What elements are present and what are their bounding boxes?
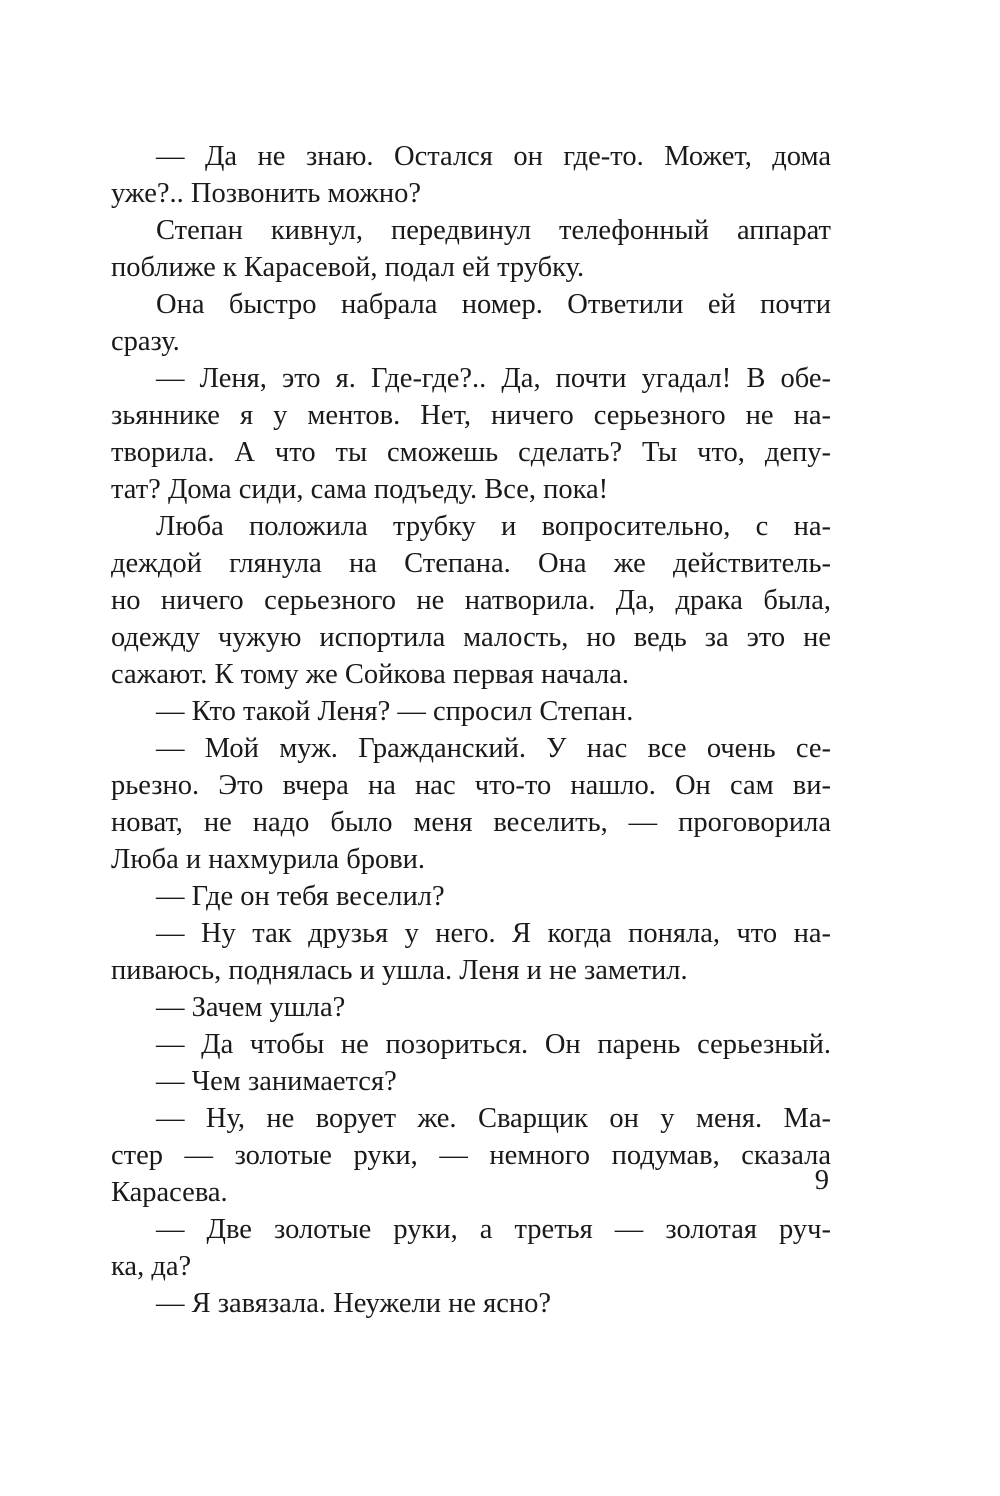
text-line: рьезно. Это вчера на нас что-то нашло. Он сам ви- — [111, 770, 831, 801]
text-line: — Да чтобы не позориться. Он парень серьезный. — [156, 1029, 831, 1060]
text-line: пиваюсь, поднялась и ушла. Леня и не заметил. — [111, 955, 688, 986]
text-line: — Две золотые руки, а третья — золотая руч- — [156, 1214, 831, 1245]
page-number: 9 — [814, 1165, 829, 1196]
text-line: — Да не знаю. Остался он где-то. Может, дома — [156, 141, 831, 172]
text-line: зьяннике я у ментов. Нет, ничего серьезного не на- — [111, 400, 831, 431]
text-line: одежду чужую испортила малость, но ведь за это не — [111, 622, 831, 653]
text-line: — Ну так друзья у него. Я когда поняла, что на- — [156, 918, 831, 949]
text-line: — Ну, не ворует же. Сварщик он у меня. Ма- — [156, 1103, 831, 1134]
text-line: — Мой муж. Гражданский. У нас все очень се- — [156, 733, 831, 764]
text-line: стер — золотые руки, — немного подумав, сказала — [111, 1140, 831, 1171]
text-line: ка, да? — [111, 1251, 192, 1282]
text-line: Люба и нахмурила брови. — [111, 844, 426, 875]
text-line: — Зачем ушла? — [156, 992, 346, 1023]
text-line: сажают. К тому же Сойкова первая начала. — [111, 659, 630, 690]
text-line: поближе к Карасевой, подал ей трубку. — [111, 252, 585, 283]
text-line: новат, не надо было меня веселить, — проговорила — [111, 807, 831, 838]
text-line: Она быстро набрала номер. Ответили ей почти — [156, 289, 831, 320]
text-line: — Я завязала. Неужели не ясно? — [156, 1288, 552, 1319]
text-line: творила. А что ты сможешь сделать? Ты что, депу- — [111, 437, 831, 468]
text-line: деждой глянула на Степана. Она же действитель- — [111, 548, 831, 579]
text-line: сразу. — [111, 326, 180, 357]
text-line: — Чем занимается? — [156, 1066, 397, 1097]
text-line: тат? Дома сиди, сама подъеду. Все, пока! — [111, 474, 609, 505]
text-line: уже?.. Позвонить можно? — [111, 178, 421, 209]
text-line: — Где он тебя веселил? — [156, 881, 445, 912]
text-line: Люба положила трубку и вопросительно, с на- — [156, 511, 831, 542]
body-text — [111, 138, 831, 1322]
text-line: — Леня, это я. Где-где?.. Да, почти угадал! В обе- — [156, 363, 831, 394]
text-line: — Кто такой Леня? — спросил Степан. — [156, 696, 634, 727]
text-line: Степан кивнул, передвинул телефонный аппарат — [156, 215, 831, 246]
text-line: но ничего серьезного не натворила. Да, драка была, — [111, 585, 831, 616]
text-line: Карасева. — [111, 1177, 228, 1208]
